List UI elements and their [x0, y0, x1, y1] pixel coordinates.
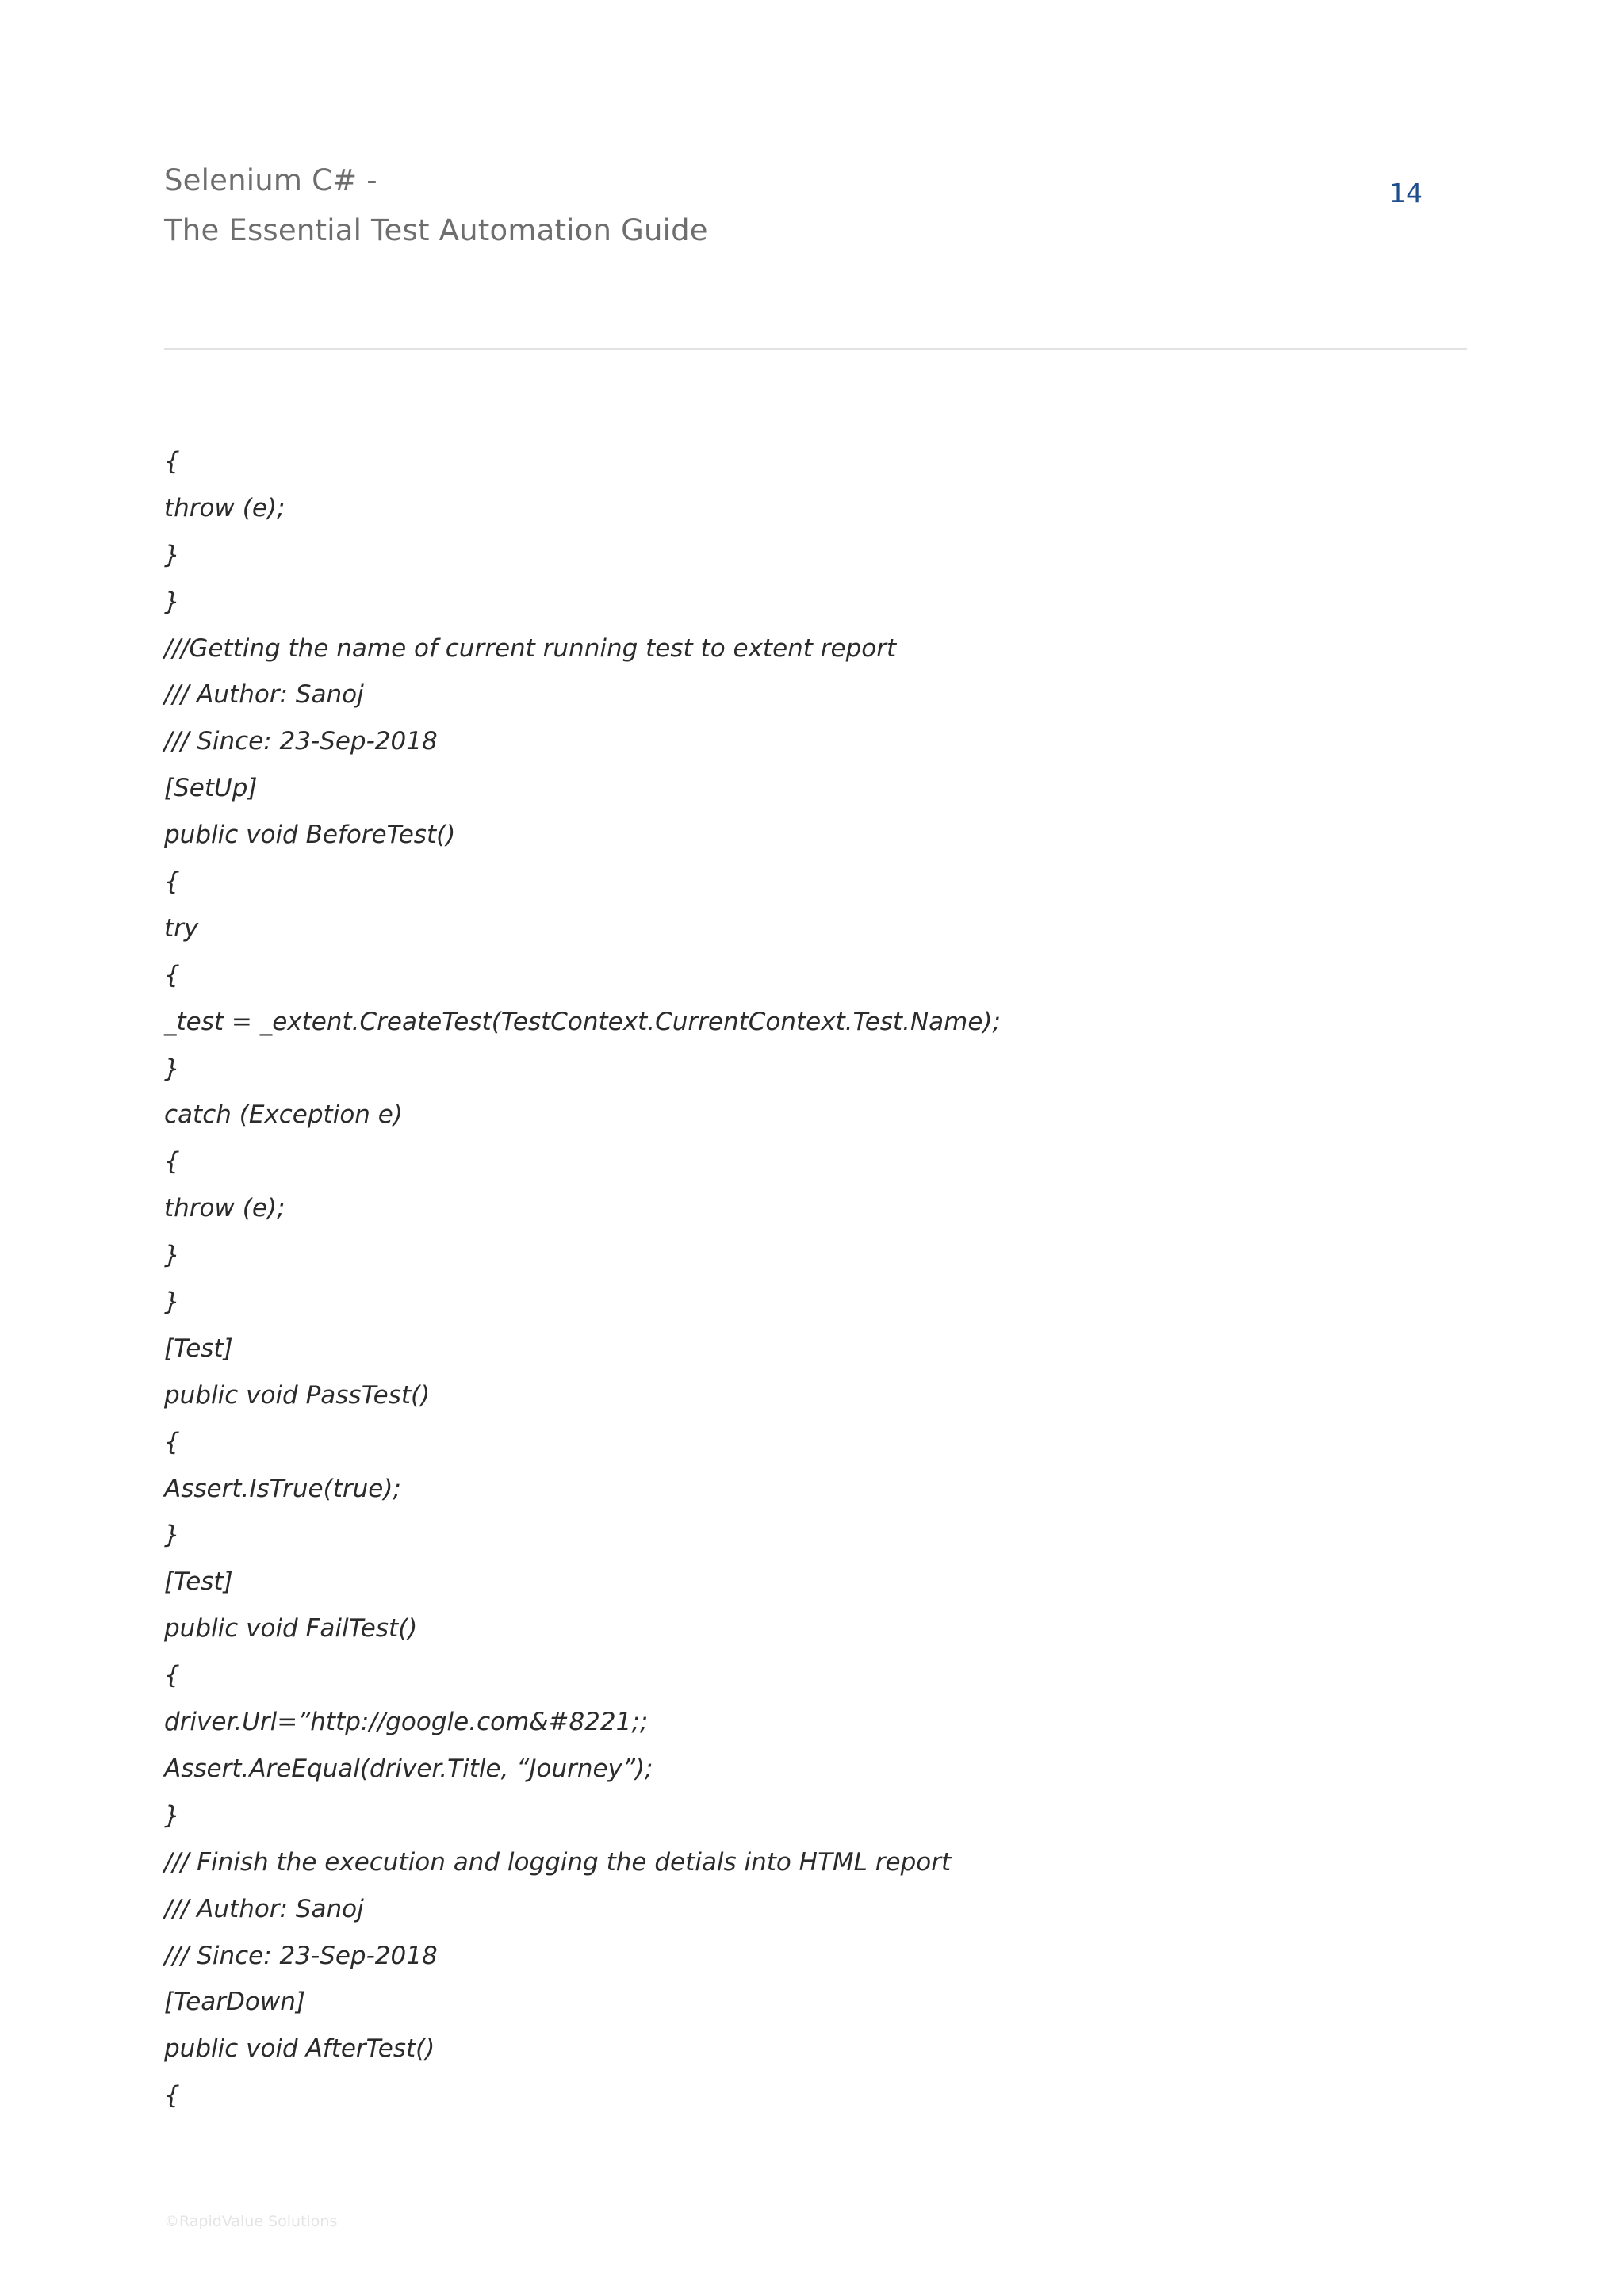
code-line: } [164, 587, 180, 616]
code-line: /// Since: 23-Sep-2018 [164, 1941, 438, 1970]
footer-copyright: ©RapidValue Solutions [164, 2213, 338, 2230]
document-header-title [164, 155, 708, 255]
code-line: [TearDown] [164, 1988, 305, 2017]
code-line: throw (e); [164, 1194, 285, 1223]
code-line: } [164, 1800, 180, 1830]
code-line: public void BeforeTest() [164, 821, 456, 850]
code-line: } [164, 540, 180, 569]
code-line: } [164, 1521, 180, 1550]
code-line: } [164, 1288, 180, 1317]
code-line: [SetUp] [164, 774, 258, 803]
code-line: ///Getting the name of current running test to extent report [164, 633, 897, 663]
code-line: } [164, 1054, 180, 1083]
code-line: { [164, 1427, 180, 1456]
code-line: /// Author: Sanoj [164, 680, 364, 710]
code-listing [164, 438, 1465, 2119]
code-line: throw (e); [164, 493, 285, 522]
page-number: 14 [1389, 178, 1423, 209]
code-line: public void PassTest() [164, 1380, 431, 1410]
header-title-line-1: Selenium C# - [164, 163, 377, 197]
code-line: public void AfterTest() [164, 2034, 435, 2064]
code-line: Assert.IsTrue(true); [164, 1474, 401, 1503]
code-line: _test = _extent.CreateTest(TestContext.CurrentContext.Test.Name); [164, 1007, 1001, 1036]
code-line: [Test] [164, 1334, 233, 1363]
code-line: public void FailTest() [164, 1614, 418, 1644]
code-line: driver.Url=”http://google.com&#8221;; [164, 1708, 649, 1737]
code-line: { [164, 960, 180, 989]
code-line: { [164, 2081, 180, 2110]
code-line: catch (Exception e) [164, 1100, 403, 1130]
header-divider [164, 348, 1467, 350]
code-line: { [164, 1147, 180, 1177]
code-line: { [164, 1661, 180, 1690]
code-line: [Test] [164, 1567, 233, 1597]
code-line: /// Since: 23-Sep-2018 [164, 727, 438, 756]
code-line: /// Finish the execution and logging the detials into HTML report [164, 1847, 952, 1877]
code-line: { [164, 447, 180, 476]
code-line: { [164, 867, 180, 897]
code-line: /// Author: Sanoj [164, 1894, 364, 1923]
code-line: Assert.AreEqual(driver.Title, “Journey”); [164, 1754, 653, 1783]
code-line: try [164, 913, 199, 943]
header-title-line-2: The Essential Test Automation Guide [164, 213, 708, 247]
code-line: } [164, 1241, 180, 1270]
